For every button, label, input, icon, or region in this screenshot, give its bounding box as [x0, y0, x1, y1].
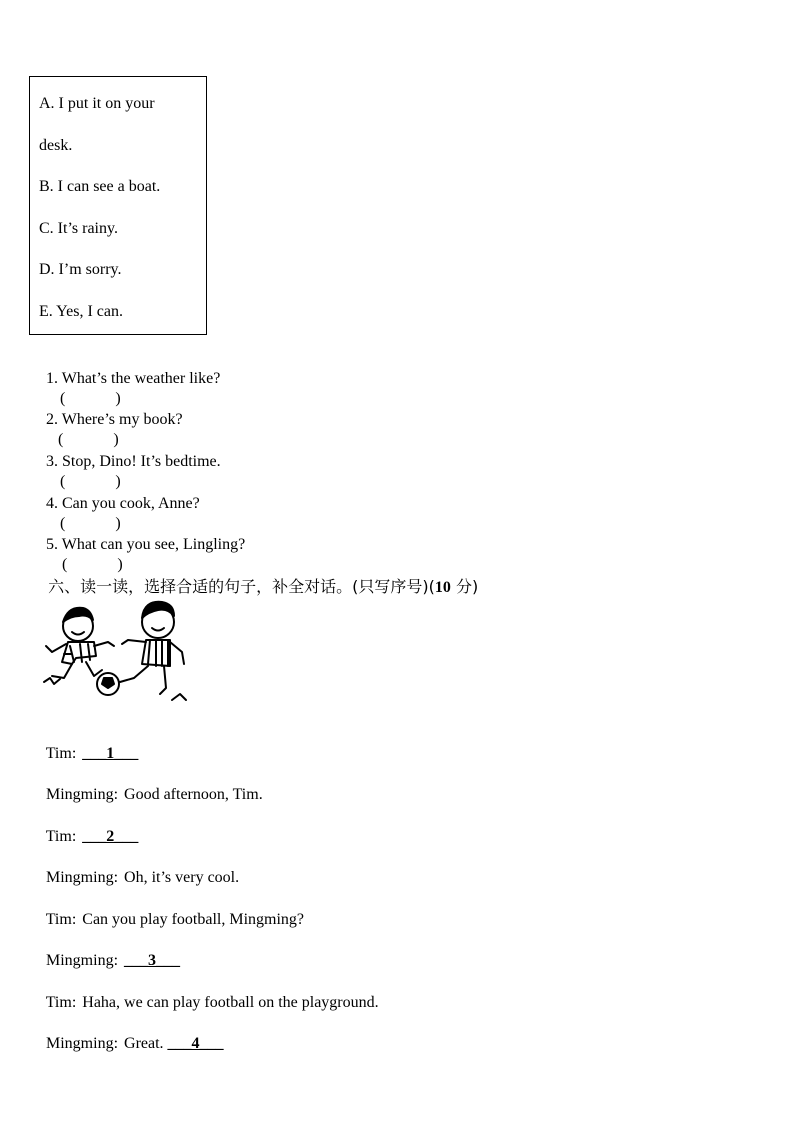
speaker-name: Tim:	[45, 911, 77, 928]
option-a-line2: desk.	[39, 137, 73, 154]
dialogue-line-5	[38, 890, 304, 930]
blank-3[interactable]: ___3___	[124, 952, 181, 969]
dialogue-text: Can you play football, Mingming?	[82, 911, 305, 928]
dialogue-line-6	[38, 931, 180, 971]
speaker-name: Mingming:	[46, 869, 119, 886]
speaker-name: Tim:	[45, 828, 77, 845]
heading-text: 六、读一读，选择合适的句子，补全对话。(只写序号)(	[48, 577, 435, 596]
blank-2[interactable]: ___2___	[82, 828, 139, 845]
dialogue-line-8	[38, 1014, 224, 1054]
speaker-name: Mingming:	[46, 952, 119, 969]
question-text: 4. Can you cook, Anne?	[46, 495, 200, 512]
answer-paren-1[interactable]: ( )	[60, 390, 121, 407]
dialogue-text: Great.	[124, 1035, 168, 1052]
dialogue-text: Haha, we can play football on the playground.	[82, 994, 379, 1011]
dialogue-line-1	[38, 724, 138, 764]
answer-paren-4[interactable]: ( )	[60, 515, 121, 532]
question-text: 3. Stop, Dino! It’s bedtime.	[46, 453, 221, 470]
dialogue-line-7	[38, 973, 379, 1013]
dialogue-text: Oh, it’s very cool.	[124, 869, 240, 886]
option-b: B. I can see a boat.	[39, 178, 161, 195]
heading-unit: 分)	[450, 577, 479, 596]
option-d: D. I’m sorry.	[39, 261, 122, 278]
section-6-heading	[38, 557, 478, 598]
boys-playing-football-illustration	[40, 596, 192, 706]
options-box	[29, 76, 207, 335]
option-a-line1: A. I put it on your	[39, 95, 155, 112]
heading-score: 10	[434, 579, 451, 596]
dialogue-text: Good afternoon, Tim.	[124, 786, 263, 803]
question-text: 2. Where’s my book?	[46, 411, 183, 428]
speaker-name: Tim:	[45, 994, 77, 1011]
dialogue-line-2	[38, 765, 263, 805]
answer-paren-5[interactable]: ( )	[62, 556, 123, 573]
answer-paren-2[interactable]: ( )	[58, 431, 119, 448]
speaker-name: Tim:	[45, 745, 77, 762]
speaker-name: Mingming:	[46, 1035, 119, 1052]
blank-1[interactable]: ___1___	[82, 745, 139, 762]
speaker-name: Mingming:	[46, 786, 119, 803]
question-text: 1. What’s the weather like?	[46, 370, 221, 387]
dialogue-line-3	[38, 807, 138, 847]
option-e: E. Yes, I can.	[39, 303, 123, 320]
dialogue-line-4	[38, 848, 239, 888]
answer-paren-3[interactable]: ( )	[60, 473, 121, 490]
blank-4[interactable]: ___4___	[167, 1035, 224, 1052]
question-text: 5. What can you see, Lingling?	[46, 536, 246, 553]
option-c: C. It’s rainy.	[39, 220, 118, 237]
